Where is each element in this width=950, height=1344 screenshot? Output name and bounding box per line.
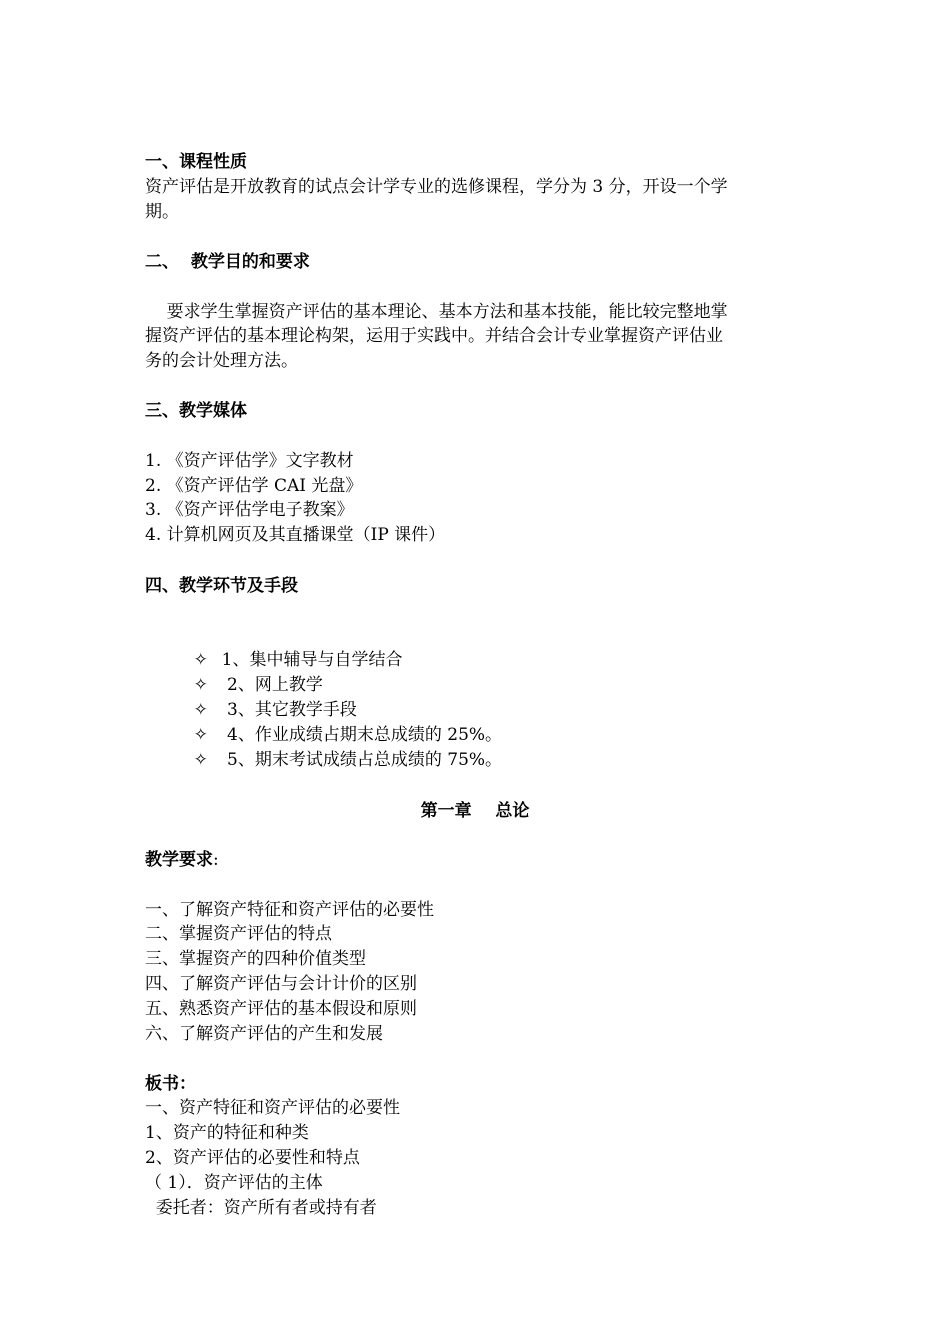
requirement-item: 三、掌握资产的四种价值类型 bbox=[145, 949, 366, 969]
list-item: 1. 《资产评估学》文字教材 bbox=[145, 451, 354, 471]
requirement-item: 一、了解资产特征和资产评估的必要性 bbox=[145, 900, 434, 920]
paragraph-line: 务的会计处理方法。 bbox=[145, 351, 298, 371]
section-heading-teaching-media: 三、教学媒体 bbox=[145, 401, 247, 421]
requirement-item: 四、了解资产评估与会计计价的区别 bbox=[145, 974, 417, 994]
bullet-item-text: 3、其它教学手段 bbox=[221, 700, 357, 720]
diamond-star-icon: ✧ bbox=[193, 675, 208, 695]
heading-text: 教学要求 bbox=[145, 850, 213, 870]
board-note-line: 委托者：资产所有者或持有者 bbox=[145, 1198, 377, 1218]
section-heading-teaching-methods: 四、教学环节及手段 bbox=[145, 576, 298, 596]
bullet-item-text: 2、网上教学 bbox=[221, 675, 323, 695]
bullet-list-item bbox=[172, 723, 502, 798]
list-item: 3. 《资产评估学电子教案》 bbox=[145, 500, 354, 520]
chapter-title: 第一章 总论 bbox=[420, 801, 530, 821]
board-note-line: （ 1）．资产评估的主体 bbox=[145, 1173, 323, 1193]
bullet-item-text: 1、集中辅导与自学结合 bbox=[221, 650, 403, 670]
board-note-line: 一、资产特征和资产评估的必要性 bbox=[145, 1098, 400, 1118]
board-note-line: 1、资产的特征和种类 bbox=[145, 1123, 309, 1143]
list-item: 4. 计算机网页及其直播课堂（IP 课件） bbox=[145, 525, 446, 545]
list-item: 2. 《资产评估学 CAI 光盘》 bbox=[145, 476, 363, 496]
bullet-item-text: 5、期末考试成绩占总成绩的 75%。 bbox=[221, 750, 503, 770]
diamond-star-icon: ✧ bbox=[193, 700, 208, 720]
requirement-item: 五、熟悉资产评估的基本假设和原则 bbox=[145, 999, 417, 1019]
section-heading-course-nature: 一、课程性质 bbox=[145, 152, 247, 172]
paragraph-line: 要求学生掌握资产评估的基本理论、基本方法和基本技能，能比较完整地掌 bbox=[145, 302, 728, 322]
requirement-item: 六、了解资产评估的产生和发展 bbox=[145, 1024, 383, 1044]
paragraph-line: 资产评估是开放教育的试点会计学专业的选修课程，学分为 3 分，开设一个学 bbox=[145, 177, 728, 197]
section-heading-teaching-goals: 二、 教学目的和要求 bbox=[145, 252, 310, 272]
paragraph-line: 握资产评估的基本理论构架，运用于实践中。并结合会计专业掌握资产评估业 bbox=[145, 326, 723, 346]
paragraph-line: 期。 bbox=[145, 202, 179, 222]
teaching-requirements-heading bbox=[145, 848, 219, 873]
board-note-line: 2、资产评估的必要性和特点 bbox=[145, 1148, 360, 1168]
diamond-star-icon: ✧ bbox=[193, 750, 208, 770]
board-notes-heading: 板书： bbox=[145, 1074, 196, 1094]
requirement-item: 二、掌握资产评估的特点 bbox=[145, 924, 332, 944]
diamond-star-icon: ✧ bbox=[193, 650, 208, 670]
diamond-star-icon: ✧ bbox=[193, 725, 208, 745]
bullet-item-text: 4、作业成绩占期末总成绩的 25%。 bbox=[221, 725, 503, 745]
heading-colon: : bbox=[213, 850, 219, 870]
